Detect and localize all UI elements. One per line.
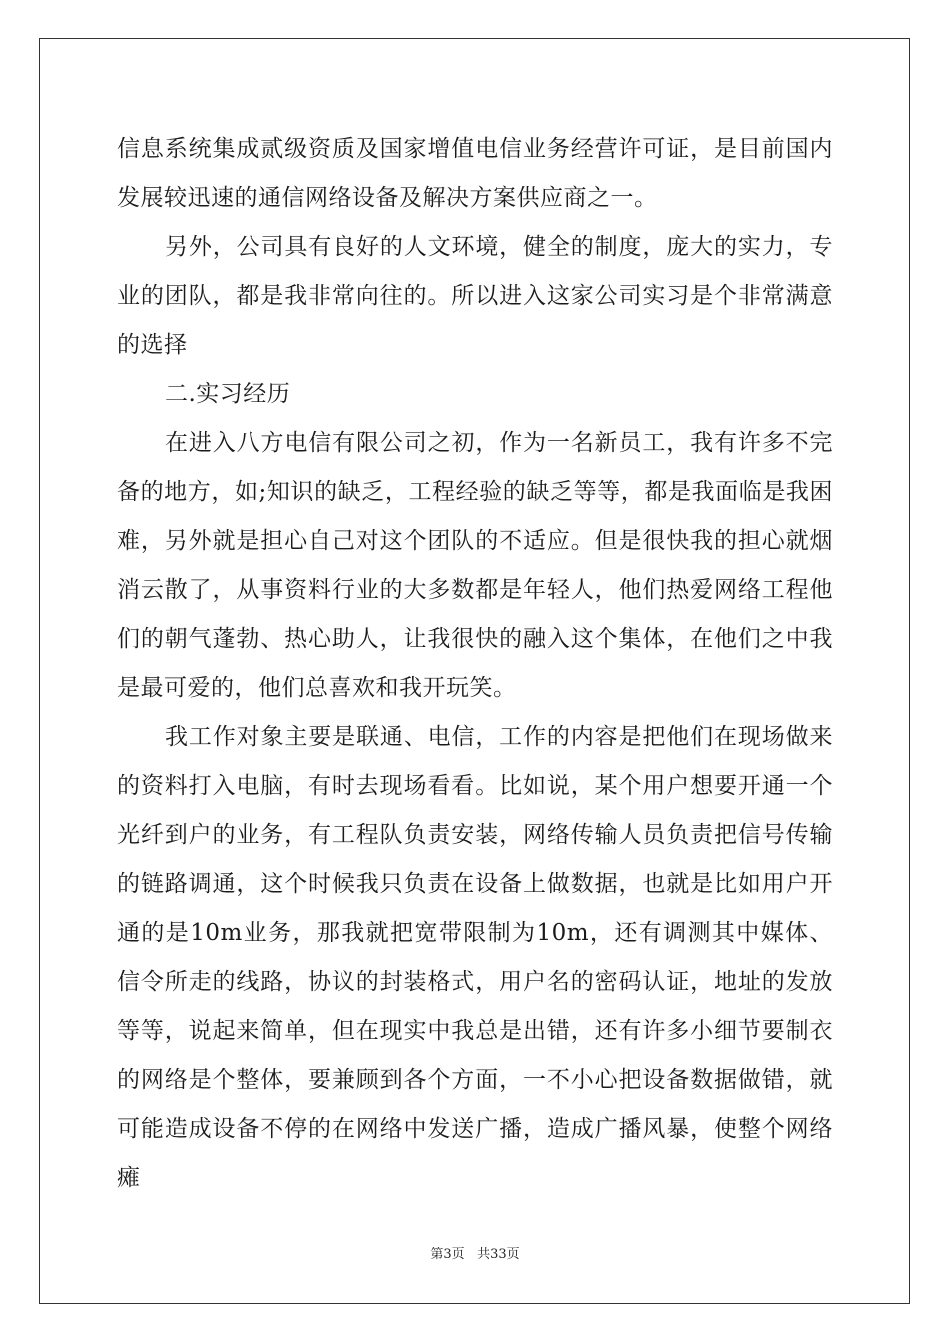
paragraph-3: 在进入八方电信有限公司之初，作为一名新员工，我有许多不完备的地方，如;知识的缺乏，工程经验的缺乏等等，都是我面临是我困难，另外就是担心自己对这个团队的不适应。但是很快我的担心就烟消云散了，从事资料行业的大多数都是年轻人，他们热爱网络工程他们的朝气蓬勃、热心助人，让我很快的融入这个集体，在他们之中我是最可爱的，他们总喜欢和我开玩笑。 <box>117 430 833 701</box>
paragraph-2: 另外，公司具有良好的人文环境，健全的制度，庞大的实力，专业的团队，都是我非常向往的。所以进入这家公司实习是个非常满意的选择 <box>117 234 833 358</box>
page-number: 第3页 <box>430 1247 465 1262</box>
section-heading: 二.实习经历 <box>165 381 291 407</box>
page-total: 共33页 <box>477 1247 520 1262</box>
paragraph-4: 我工作对象主要是联通、电信，工作的内容是把他们在现场做来的资料打入电脑，有时去现场看看。比如说，某个用户想要开通一个光纤到户的业务，有工程队负责安装，网络传输人员负责把信号传输的链路调通，这个时候我只负责在设备上做数据，也就是比如用户开通的是10m业务，那我就把宽带限制为10m，还有调测其中媒体、信令所走的线路，协议的封装格式，用户名的密码认证，地址的发放等等，说起来简单，但在现实中我总是出错，还有许多小细节要制衣的网络是个整体，要兼顾到各个方面，一不小心把设备数据做错，就可能造成设备不停的在网络中发送广播，造成广播风暴，使整个网络瘫 <box>117 724 833 1191</box>
page-footer <box>0 1243 950 1262</box>
document-body <box>117 125 833 1203</box>
paragraph-1: 信息系统集成贰级资质及国家增值电信业务经营许可证，是目前国内发展较迅速的通信网络设备及解决方案供应商之一。 <box>117 136 833 211</box>
